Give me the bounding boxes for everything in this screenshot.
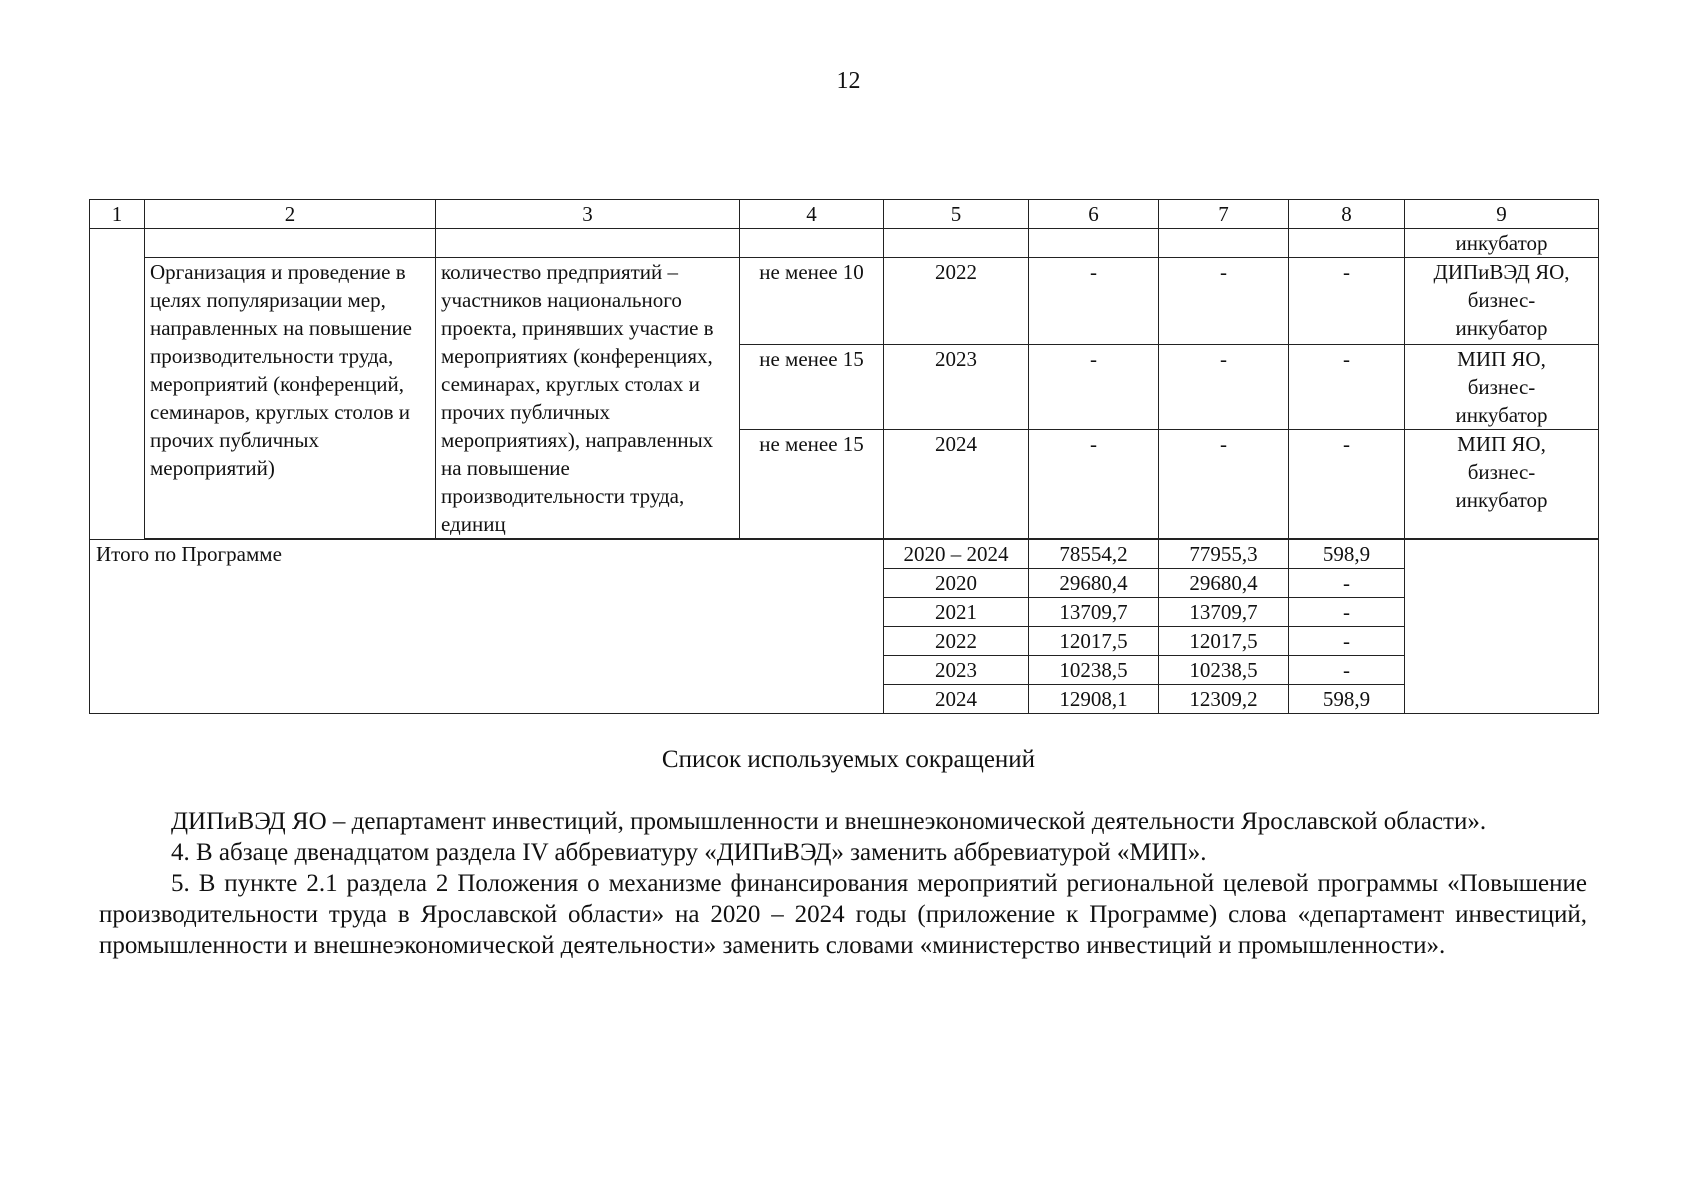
header-cell: 4: [740, 200, 884, 229]
header-cell: 9: [1405, 200, 1599, 229]
amount-cell: -: [1159, 430, 1289, 539]
indicator-value: не менее 15: [740, 344, 884, 430]
total-year: 2024: [884, 685, 1029, 714]
header-cell: 7: [1159, 200, 1289, 229]
total-amount: -: [1289, 569, 1405, 598]
header-cell: 5: [884, 200, 1029, 229]
body-text: [99, 806, 1587, 961]
total-amount: -: [1289, 598, 1405, 627]
abbreviations-heading: Список используемых сокращений: [661, 746, 1036, 773]
total-amount: 12017,5: [1029, 627, 1159, 656]
executor-cell: МИП ЯО, бизнес- инкубатор: [1405, 430, 1599, 539]
total-amount: 12908,1: [1029, 685, 1159, 714]
total-year: 2020: [884, 569, 1029, 598]
table-row-continued: [90, 229, 1599, 258]
amount-cell: -: [1289, 430, 1405, 539]
amount-cell: -: [1159, 344, 1289, 430]
total-amount: 598,9: [1289, 685, 1405, 714]
total-amount: 29680,4: [1029, 569, 1159, 598]
executor-continued: инкубатор: [1405, 229, 1599, 258]
year-cell: 2022: [884, 258, 1029, 345]
indicator-value: не менее 15: [740, 430, 884, 539]
total-amount: 78554,2: [1029, 540, 1159, 569]
total-year: 2023: [884, 656, 1029, 685]
paragraph: 4. В абзаце двенадцатом раздела IV аббревиатуру «ДИПиВЭД» заменить аббревиатурой «МИП».: [171, 839, 1207, 866]
activity-cell: Организация и проведение в целях популяризации мер, направленных на повышение производительности труда, мероприятий (конференций, семинаров, круглых столов и прочих публичных мероприятий): [145, 258, 436, 539]
header-cell: 3: [436, 200, 740, 229]
header-cell: 1: [90, 200, 145, 229]
amount-cell: -: [1289, 344, 1405, 430]
amount-cell: -: [1029, 258, 1159, 345]
header-cell: 2: [145, 200, 436, 229]
paragraph: 5. В пункте 2.1 раздела 2 Положения о механизме финансирования мероприятий региональной целевой программы «Повышение производительности труда в Ярославской области» на 2020 – 2024 годы (приложение к Программе) слова «департамент инвестиций, промышленности и внешнеэкономической деятельности» заменить словами «министерство инвестиций и промышленности».: [99, 870, 1587, 959]
table-row: [90, 258, 1599, 345]
total-amount: 12309,2: [1159, 685, 1289, 714]
total-amount: 10238,5: [1029, 656, 1159, 685]
indicator-cell: количество предприятий – участников национального проекта, принявших участие в мероприятиях (конференциях, семинарах, круглых столах и прочих публичных мероприятиях), направленных на повышение производительности труда, единиц: [436, 258, 740, 539]
header-cell: 6: [1029, 200, 1159, 229]
year-cell: 2023: [884, 344, 1029, 430]
total-year: 2020 – 2024: [884, 540, 1029, 569]
indicator-value: не менее 10: [740, 258, 884, 345]
total-row: [90, 540, 1599, 569]
amount-cell: -: [1029, 430, 1159, 539]
total-executor-empty: [1405, 540, 1599, 714]
total-amount: 12017,5: [1159, 627, 1289, 656]
total-amount: 13709,7: [1159, 598, 1289, 627]
paragraph: ДИПиВЭД ЯО – департамент инвестиций, промышленности и внешнеэкономической деятельности Ярославской области».: [171, 808, 1487, 835]
header-cell: 8: [1289, 200, 1405, 229]
total-amount: 13709,7: [1029, 598, 1159, 627]
amount-cell: -: [1029, 344, 1159, 430]
total-year: 2022: [884, 627, 1029, 656]
table-header-row: [90, 200, 1599, 229]
total-amount: 77955,3: [1159, 540, 1289, 569]
total-label: Итого по Программе: [90, 540, 884, 714]
page-number: 12: [836, 68, 861, 94]
executor-cell: ДИПиВЭД ЯО, бизнес- инкубатор: [1405, 258, 1599, 345]
amount-cell: -: [1289, 258, 1405, 345]
total-amount: 598,9: [1289, 540, 1405, 569]
program-table: [89, 199, 1599, 714]
total-amount: -: [1289, 656, 1405, 685]
row-number-cell: [90, 229, 145, 540]
total-year: 2021: [884, 598, 1029, 627]
year-cell: 2024: [884, 430, 1029, 539]
executor-cell: МИП ЯО, бизнес- инкубатор: [1405, 344, 1599, 430]
total-amount: 10238,5: [1159, 656, 1289, 685]
amount-cell: -: [1159, 258, 1289, 345]
total-amount: 29680,4: [1159, 569, 1289, 598]
total-amount: -: [1289, 627, 1405, 656]
